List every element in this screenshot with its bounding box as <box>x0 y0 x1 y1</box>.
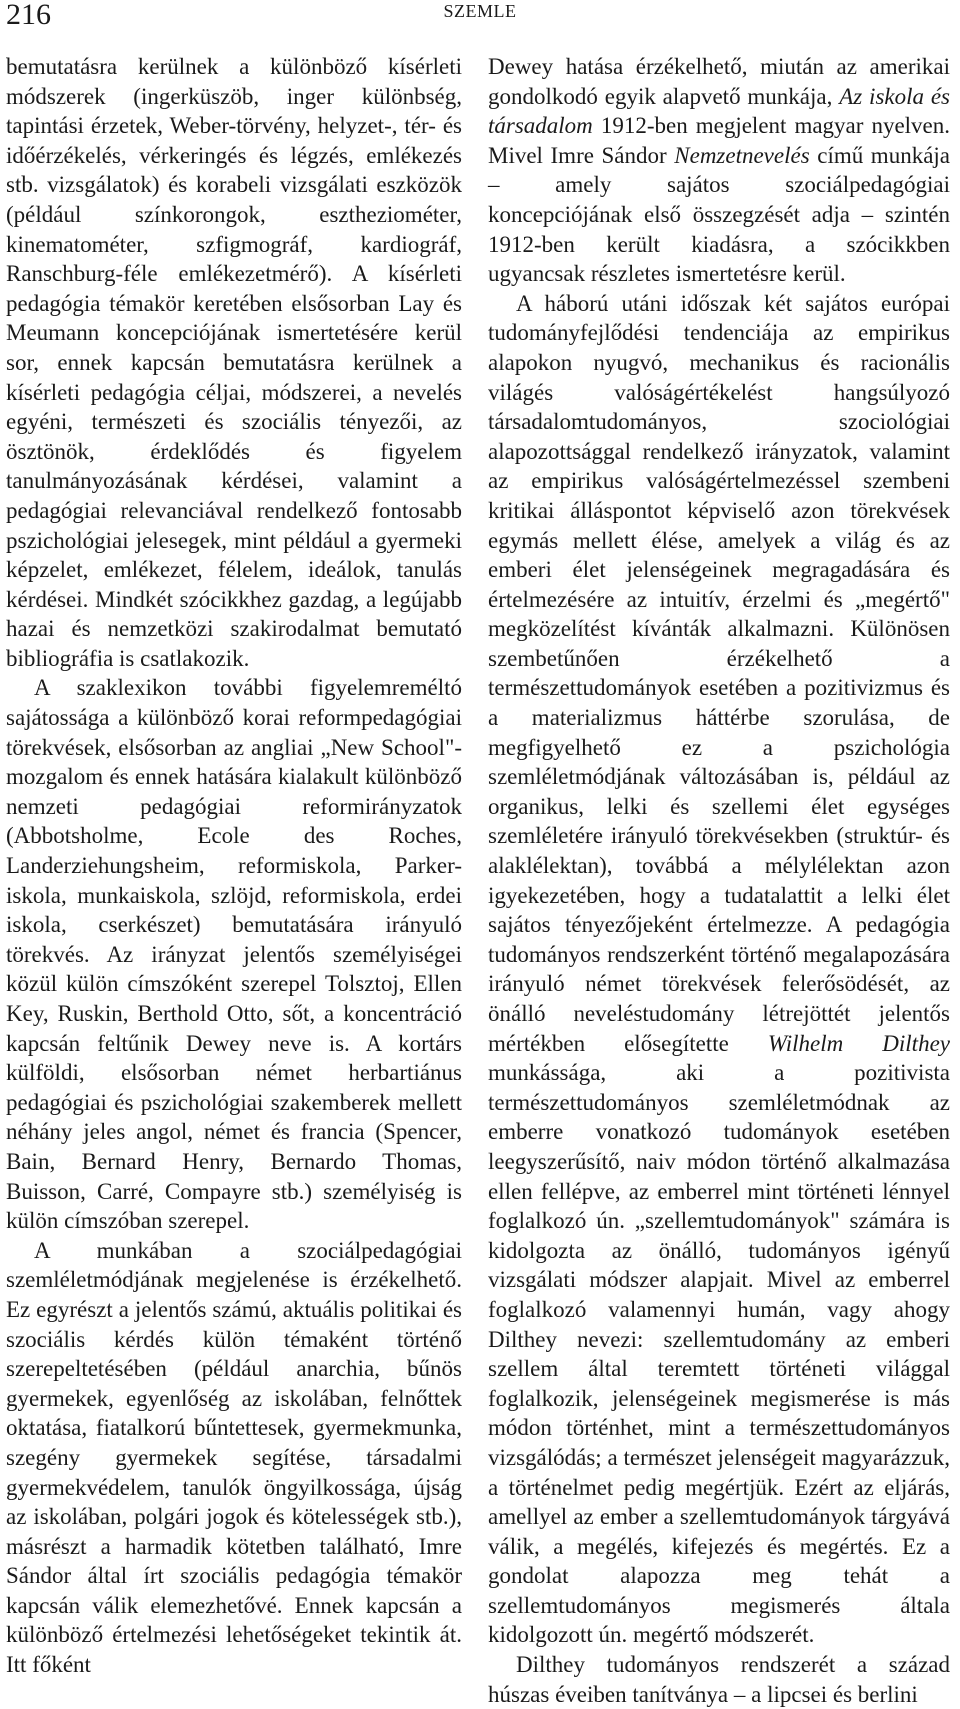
right-paragraph-3: Dilthey tudományos rendszerét a század húszas éveiben tanítványa – a lipcsei és berlini <box>488 1652 950 1707</box>
person-name: Wilhelm Dilthey <box>767 1030 950 1056</box>
page-number: 216 <box>6 0 51 31</box>
left-paragraph-2: A szaklexikon további figyelemreméltó sajátossága a különböző korai reformpedagógiai törekvések, elsősorban az angliai „New School"-mozgalom és ennek hatására kialakult különböző nemzeti pedagógiai reformirányzatok (Abbotsholme, Ecole des Roches, Landerziehungsheim, reformiskola, Parker-iskola, munkaiskola, szlöjd, reformiskola, erdei iskola, cserkészet) bemutatására irányuló törekvés. Az irányzat jelentős személyiségei közül külön címszóként szerepel Tolsztoj, Ellen Key, Ruskin, Berthold Otto, sőt, a koncentráció kapcsán feltűnik Dewey neve is. A kortárs külföldi, elsősorban német herbartiánus pedagógiai és pszichológiai szakemberek mellett néhány jeles angol, német és francia (Spencer, Bain, Bernard Henry, Bernardo Thomas, Buisson, Carré, Compayre stb.) személyiség is külön címszóban szerepel. <box>6 675 462 1234</box>
text-run: munkássága, aki a pozitivista természettudományos szemléletmódnak az emberre vonatkozó tudományok esetében leegyszerűsítő, naiv módon történő alkalmazása ellen fellépve, az emberrel mint történeti lénnyel foglalkozó ún. „szellemtudományok" számára is kidolgozta az önálló, tudományos igényű vizsgálati módszer alapjait. Mivel az emberrel foglalkozó valamennyi humán, vagy ahogy Dilthey nevezi: szellemtudomány az emberi szellem által teremtett történeti világgal foglalkozik, jelenségeinek megismerése is más módon történhet, mint a természettudományos vizsgálódás; a természet jelenségeit magyarázzuk, a történelmet pedig megértjük. Ezért az eljárás, amellyel az ember a szellemtudományok tárgyává válik, a megélés, kifejezés és megértés. Ez a gondolat alapozza meg tehát a szellemtudományos megismerés általa kidolgozott ún. megértő módszerét. <box>488 1060 950 1648</box>
text-run: A háború utáni időszak két sajátos európai tudományfejlődési tendenciája az empirikus alapokon nyugvó, mechanikus és racionális világés valóságértékelést hangsúlyozó társadalomtudományos, szociológiai alapozottsággal rendelkező irányzatok, valamint az empirikus valóságértelmezéssel szembeni kritikai álláspontot képviselő azon törekvések egymás mellett élése, amelyek a világ és az emberi élet jelenségeinek megragadására és értelmezésére az intuitív, érzelmi és „megértő" megközelítést kívánták alkalmazni. Különösen szembetűnően érzékelhető a természettudományok esetében a pozitivizmus és a materializmus háttérbe szorulása, de megfigyelhető ez a pszichológia szemléletmódjának változásában is, például az organikus, lelki és szellemi élet egységes szemléletére irányuló törekvésekben (struktúr- és alaklélektan), továbbá a mélylélektan azon igyekezetében, hogy a tudatalattit a lelki élet sajátos tényezőjeként értelmezze. A pedagógia tudományos rendszerként történő megalapozására irányuló német törekvések felerősödését, az önálló neveléstudomány létrejöttét jelentős mértékben elősegítette <box>488 290 950 1056</box>
book-title: Nemzetnevelés <box>674 142 810 168</box>
text-run: 1912-ben megjelent magyar nyelven. Mivel Imre Sándor <box>488 113 950 168</box>
text-run: Dewey hatása érzékelhető, miután az amerikai gondolkodó egyik alapvető munkája, <box>488 54 950 109</box>
left-paragraph-3: A munkában a szociálpedagógiai szemléletmódjának megjelenése is érzékelhető. Ez egyrészt a jelentős számú, aktuális politikai és szociális kérdés külön témaként történő szerepeltetésében (például anarchia, bűnös gyermekek, egyenlőség az iskolában, felnőttek oktatása, fiatalkorú bűntettesek, gyermekmunka, szegény gyermekek segítése, társadalmi gyermekvédelem, tanulók öngyilkossága, újság az iskolában, polgári jogok és kötelességek stb.), másrészt a harmadik kötetben található, Imre Sándor által írt szociális pedagógia témakör kapcsán válik elemezhetővé. Ennek kapcsán a különböző értelmezési lehetőségeket tekintik át. Itt főként <box>6 1237 462 1678</box>
right-paragraph-2 <box>488 289 950 1650</box>
right-paragraph-1 <box>488 52 950 289</box>
right-column <box>488 52 950 1709</box>
running-head: SZEMLE <box>443 1 517 21</box>
book-title: Az iskola és társadalom <box>488 83 950 139</box>
left-paragraph-1: bemutatásra kerülnek a különböző kísérleti módszerek (ingerküszöb, inger különbség, tapintási érzetek, Weber-törvény, helyzet-, tér- és időérzékelés, vérkeringés és légzés, emlékezés stb. vizsgálatok) és korabeli vizsgálati eszközök (például színkorongok, esztheziométer, kinematométer, szfigmográf, kardiográf, Ranschburg-féle emlékezetmérő). A kísérleti pedagógia témakör keretében elsősorban Lay és Meumann koncepciójának ismertetésére kerül sor, ennek kapcsán bemutatásra kerülnek a kísérleti pedagógia céljai, módszerei, a nevelés egyéni, természeti és szociális tényezői, az ösztönök, érdeklődés és figyelem tanulmányozásának kérdései, valamint a pedagógiai relevanciával rendelkező fontosabb pszichológiai jelesegek, mint például a gyermeki képzelet, emlékezet, félelem, ideálok, tanulás kérdései. Mindkét szócikkhez gazdag, a legújabb hazai és nemzetközi szakirodalmat bemutató bibliográfia is csatlakozik. <box>6 54 462 671</box>
text-run: című munkája – amely sajátos szociálpedagógiai koncepciójának első összegzését adja – szintén 1912-ben került kiadásra, a szócikkben ugyancsak részletes ismertetésre kerül. <box>488 142 951 287</box>
left-column <box>6 52 462 1680</box>
